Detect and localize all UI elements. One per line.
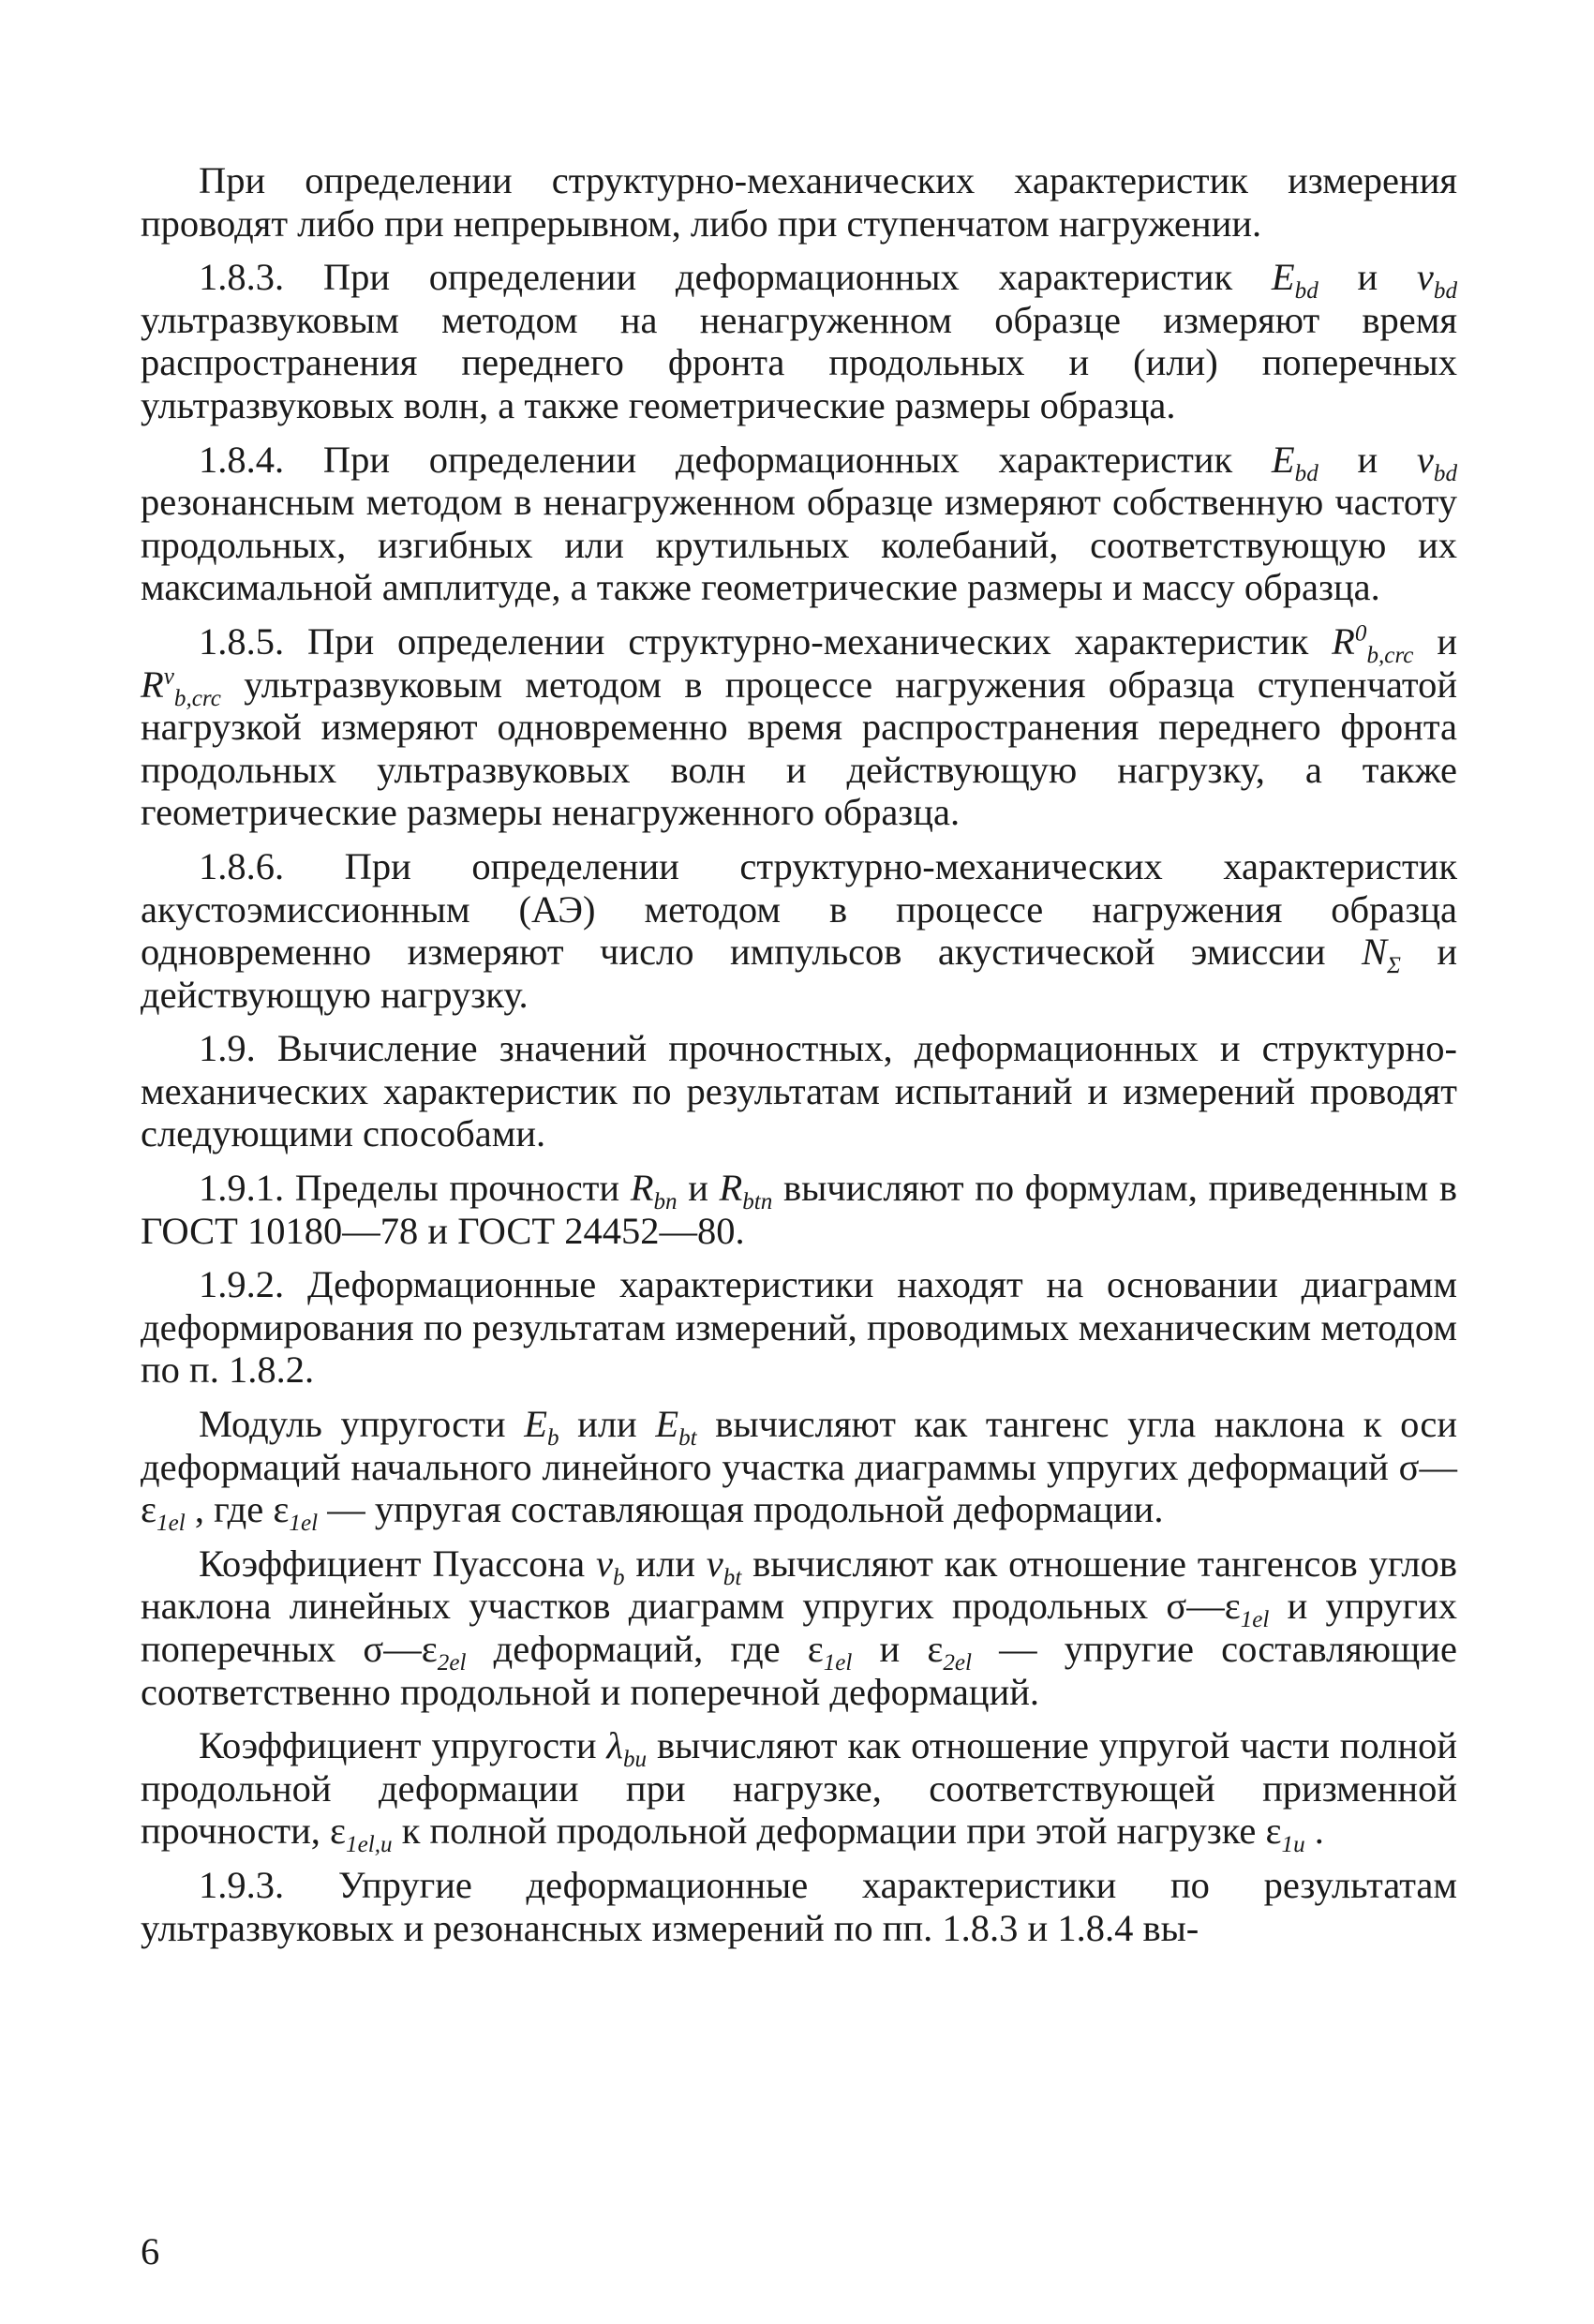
- symbol-subscript: b,crc: [173, 685, 221, 711]
- text-run: ультразвуковым методом в процессе нагружения образца ступенчатой нагрузкой измеряют одновременно время распространения переднего фронта продольных ультразвуковых волн и действующую нагрузку, а также геометрические размеры ненагруженного образца.: [141, 663, 1457, 834]
- text-run: 1.9.3. Упругие деформационные характеристики по результатам ультразвуковых и резонансных измерений по пп. 1.8.3 и 1.8.4 вы-: [141, 1863, 1457, 1949]
- text-run: резонансным методом в ненагруженном образце измеряют собственную частоту продольных, изгибных или крутильных колебаний, соответствующую их максимальной амплитуде, а также геометрические размеры и массу образца.: [141, 481, 1457, 609]
- symbol-subscript: b: [612, 1564, 625, 1590]
- text-run: 1.9.1. Пределы прочности: [199, 1167, 631, 1210]
- math-symbol: [706, 1542, 742, 1590]
- symbol-base: R: [141, 663, 164, 706]
- text-run: вычисляют как тангенс угла наклона к оси деформаций начального линейного участка диаграммы упругих деформаций σ—ε: [141, 1403, 1457, 1531]
- symbol-superscript: 0: [1354, 620, 1367, 647]
- text-run: При определении структурно-механических характеристик измерения проводят либо при непрерывном, либо при ступенчатом нагружении.: [141, 159, 1457, 245]
- text-run: или: [624, 1542, 707, 1585]
- math-symbol: [655, 1403, 697, 1452]
- paragraph-clause-1-9: [141, 1027, 1457, 1155]
- math-symbol: [1416, 438, 1457, 486]
- paragraph-clause-1-9-3: [141, 1864, 1457, 1949]
- symbol-base: ν: [1416, 256, 1434, 299]
- symbol-subscript: bd: [1433, 460, 1457, 486]
- symbol-subscript: 1el,u: [346, 1832, 393, 1858]
- symbol-base: R: [719, 1167, 743, 1210]
- text-run: и действующую нагрузку.: [141, 931, 1457, 1016]
- symbol-subscript: bu: [622, 1747, 648, 1773]
- symbol-base: E: [524, 1403, 547, 1446]
- symbol-subscript: 2el: [437, 1650, 467, 1676]
- math-symbol: [1332, 619, 1414, 669]
- symbol-base: E: [1271, 438, 1295, 481]
- math-symbol: [437, 1628, 467, 1676]
- math-symbol: [606, 1724, 648, 1773]
- text-run: вычисляют как отношение упругой части полной продольной деформации при нагрузке, соответствующей призменной прочности, ε: [141, 1724, 1457, 1853]
- text-run: Модуль упругости: [199, 1403, 525, 1446]
- paragraph-clause-1-8-5: [141, 620, 1457, 834]
- math-symbol: [289, 1488, 319, 1537]
- symbol-subscript: 1el: [823, 1650, 853, 1676]
- symbol-subscript: 1el: [156, 1511, 186, 1537]
- math-symbol: [943, 1628, 973, 1676]
- text-run: 1.9. Вычисление значений прочностных, деформационных и структурно-механических характеристик по результатам испытаний и измерений проводят следующими способами.: [141, 1027, 1457, 1155]
- symbol-subscript: 1el: [289, 1511, 319, 1537]
- paragraph-measurements-intro: [141, 159, 1457, 245]
- math-symbol: [596, 1542, 625, 1590]
- symbol-subscript: btn: [742, 1189, 773, 1215]
- symbol-base: R: [630, 1167, 654, 1210]
- paragraph-clause-1-9-1: [141, 1167, 1457, 1252]
- text-run: Коэффициент упругости: [199, 1724, 607, 1767]
- symbol-subscript: bn: [653, 1189, 678, 1215]
- symbol-base: E: [655, 1403, 679, 1446]
- symbol-subscript: bd: [1294, 460, 1318, 486]
- math-symbol: [719, 1167, 773, 1215]
- text-run: 1.8.6. При определении структурно-механических характеристик акустоэмиссионным (АЭ) методом в процессе нагружения образца одновременно измеряют число импульсов акустической эмиссии: [141, 844, 1457, 974]
- symbol-base: ν: [706, 1542, 723, 1585]
- math-symbol: [346, 1810, 393, 1858]
- text-run: 1.8.3. При определении деформационных характеристик: [199, 256, 1272, 299]
- symbol-superscript: v: [163, 663, 174, 690]
- text-run: 1.9.2. Деформационные характеристики находят на основании диаграмм деформирования по результатам измерений, проводимых механическим методом по п. 1.8.2.: [141, 1263, 1457, 1392]
- math-symbol: [1271, 256, 1318, 305]
- text-run: 1.8.4. При определении деформационных характеристик: [199, 438, 1272, 481]
- body-text: [141, 159, 1457, 1960]
- symbol-subscript: b: [546, 1425, 559, 1452]
- text-run: 1.8.5. При определении структурно-механических характеристик: [199, 619, 1333, 663]
- symbol-subscript: 2el: [943, 1650, 973, 1676]
- text-run: к полной продольной деформации при этой нагрузке ε: [392, 1810, 1282, 1853]
- text-run: и: [1413, 619, 1457, 663]
- text-run: — упругая составляющая продольной деформации.: [318, 1488, 1164, 1531]
- text-run: — упругие составляющие соответственно продольной и поперечной деформаций.: [141, 1628, 1457, 1713]
- text-run: и ε: [852, 1628, 944, 1670]
- text-run: и: [677, 1167, 720, 1210]
- math-symbol: [1416, 256, 1457, 305]
- math-symbol: [1271, 438, 1318, 486]
- text-run: вычисляют как отношение тангенсов углов наклона линейных участков диаграмм упругих продольных σ—ε: [141, 1542, 1457, 1628]
- paragraph-clause-1-9-2: [141, 1263, 1457, 1392]
- page-number: 6: [141, 2230, 160, 2272]
- symbol-base: N: [1361, 931, 1387, 974]
- math-symbol: [524, 1403, 559, 1452]
- math-symbol: [1281, 1810, 1305, 1858]
- math-symbol: [156, 1488, 186, 1537]
- text-run: и: [1318, 438, 1417, 481]
- math-symbol: [630, 1167, 678, 1215]
- paragraph-elastic-modulus: [141, 1403, 1457, 1537]
- text-run: , где ε: [185, 1488, 290, 1531]
- paragraph-clause-1-8-4: [141, 439, 1457, 609]
- symbol-subscript: 1el: [1240, 1607, 1270, 1633]
- text-run: Коэффициент Пуассона: [199, 1542, 596, 1585]
- paragraph-clause-1-8-6: [141, 845, 1457, 1016]
- symbol-subscript: bt: [678, 1425, 697, 1452]
- text-run: ультразвуковым методом на ненагруженном образце измеряют время распространения переднего фронта продольных и (или) поперечных ультразвуковых волн, а также геометрические размеры образца.: [141, 298, 1457, 426]
- paragraph-clause-1-8-3: [141, 256, 1457, 426]
- text-run: деформаций, где ε: [466, 1628, 824, 1670]
- symbol-subscript: bt: [723, 1564, 742, 1590]
- text-run: .: [1304, 1810, 1324, 1853]
- math-symbol: [1240, 1585, 1270, 1633]
- text-run: вычисляют по формулам, приведенным в ГОСТ 10180—78 и ГОСТ 24452—80.: [141, 1167, 1457, 1252]
- text-run: и упругих поперечных σ—ε: [141, 1585, 1457, 1670]
- symbol-subscript: 1u: [1281, 1832, 1305, 1858]
- symbol-subscript: b,crc: [1366, 643, 1414, 669]
- symbol-base: E: [1271, 256, 1295, 299]
- paragraph-poisson-ratio: [141, 1542, 1457, 1713]
- paragraph-elasticity-coefficient: [141, 1724, 1457, 1858]
- symbol-subscript: bd: [1294, 278, 1318, 305]
- symbol-subscript: bd: [1433, 278, 1457, 305]
- symbol-base: R: [1332, 619, 1355, 663]
- math-symbol: [1361, 931, 1401, 979]
- symbol-base: ν: [596, 1542, 613, 1585]
- text-run: или: [559, 1403, 656, 1446]
- symbol-base: λ: [606, 1724, 623, 1767]
- math-symbol: [141, 663, 221, 711]
- symbol-subscript: Σ: [1386, 953, 1401, 979]
- math-symbol: [823, 1628, 853, 1676]
- symbol-base: ν: [1416, 438, 1434, 481]
- text-run: и: [1318, 256, 1417, 299]
